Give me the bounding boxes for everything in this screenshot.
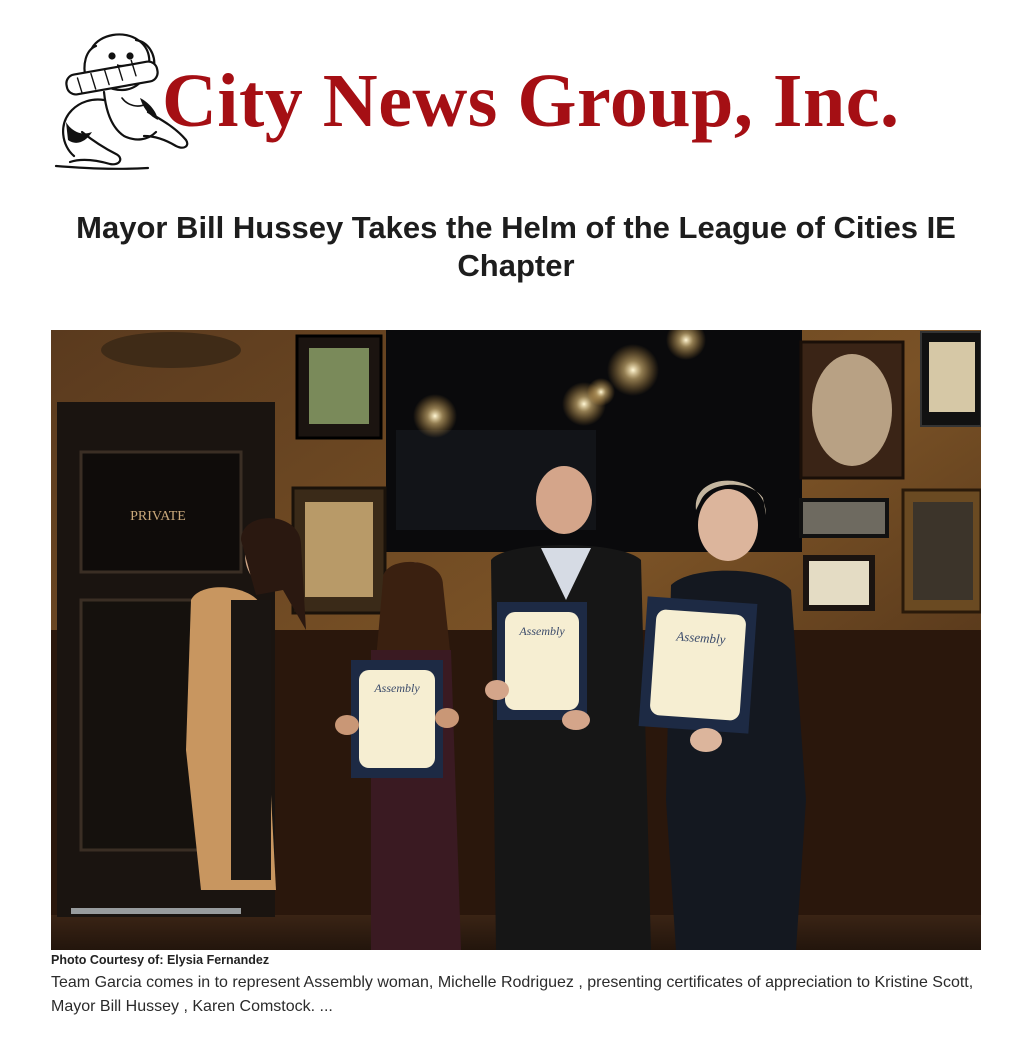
- certificate-heading-1: Assembly: [374, 681, 420, 695]
- article-photo: [51, 330, 981, 950]
- masthead: [52, 28, 982, 174]
- brand-name: City News Group, Inc.: [162, 59, 900, 143]
- door-sign-text: PRIVATE: [130, 509, 186, 524]
- photo-caption: Team Garcia comes in to represent Assembly woman, Michelle Rodriguez , presenting certificates of appreciation to Kristine Scott, Mayor Bill Hussey , Karen Comstock. ...: [51, 974, 974, 1015]
- certificate-heading-2: Assembly: [519, 624, 565, 638]
- photo-credit: Photo Courtesy of: Elysia Fernandez: [51, 953, 270, 967]
- certificate-heading-3: Assembly: [675, 628, 726, 647]
- article-headline: Mayor Bill Hussey Takes the Helm of the League of Cities IE Chapter: [76, 210, 956, 283]
